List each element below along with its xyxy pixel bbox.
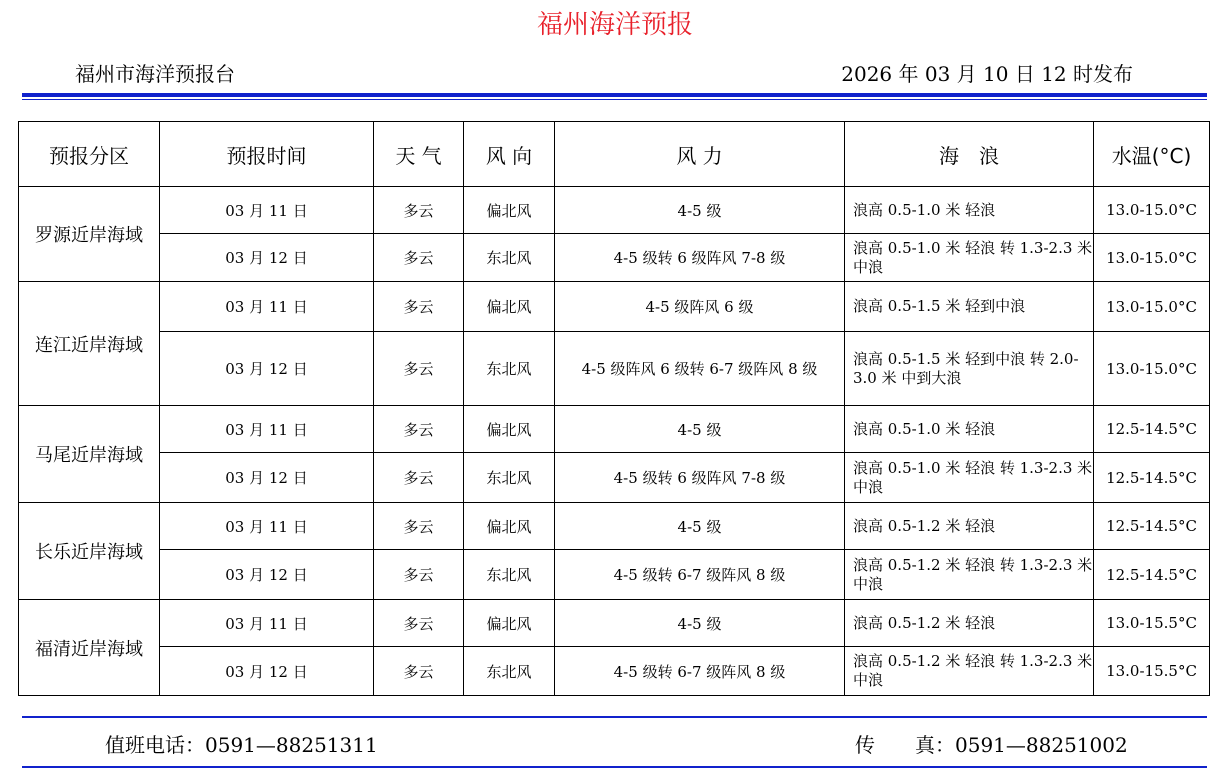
wind-direction: 偏北风 [464,187,555,234]
forecast-date: 03 月 12 日 [160,550,374,600]
water-temp: 13.0-15.0°C [1094,187,1210,234]
wave-info: 浪高 0.5-1.0 米 轻浪 转 1.3-2.3 米 中浪 [845,453,1094,503]
col-header-zone: 预报分区 [19,122,160,187]
weather: 多云 [374,647,464,696]
water-temp: 13.0-15.5°C [1094,600,1210,647]
table-header-row [19,122,1210,187]
weather: 多云 [374,187,464,234]
forecast-date: 03 月 11 日 [160,600,374,647]
forecast-date: 03 月 12 日 [160,332,374,406]
wind-direction: 偏北风 [464,406,555,453]
wind-direction: 东北风 [464,647,555,696]
table-row [19,600,1210,647]
weather: 多云 [374,332,464,406]
wind-direction: 东北风 [464,550,555,600]
wind-force: 4-5 级转 6-7 级阵风 8 级 [555,550,845,600]
weather: 多云 [374,234,464,282]
water-temp: 12.5-14.5°C [1094,406,1210,453]
wind-force: 4-5 级转 6 级阵风 7-8 级 [555,453,845,503]
agency-name: 福州市海洋预报台 [75,62,235,86]
col-header-waves: 海 浪 [845,122,1094,187]
water-temp: 12.5-14.5°C [1094,503,1210,550]
table-row [19,406,1210,453]
duty-phone: 值班电话：0591—88251311 [105,733,378,757]
table-row [19,187,1210,234]
forecast-date: 03 月 12 日 [160,453,374,503]
wind-direction: 东北风 [464,234,555,282]
wind-direction: 偏北风 [464,503,555,550]
footer-rule-bottom [22,766,1207,768]
weather: 多云 [374,282,464,332]
water-temp: 12.5-14.5°C [1094,550,1210,600]
wind-force: 4-5 级 [555,406,845,453]
wave-info: 浪高 0.5-1.0 米 轻浪 [845,406,1094,453]
wind-force: 4-5 级 [555,503,845,550]
fax-number: 传 真：0591—88251002 [855,733,1128,757]
wave-info: 浪高 0.5-1.2 米 轻浪 [845,503,1094,550]
water-temp: 13.0-15.0°C [1094,332,1210,406]
forecast-date: 03 月 11 日 [160,282,374,332]
forecast-date: 03 月 11 日 [160,503,374,550]
table-row [19,503,1210,550]
wind-force: 4-5 级 [555,600,845,647]
col-header-water-temp: 水温(°C) [1094,122,1210,187]
page-title: 福州海洋预报 [536,10,693,40]
wind-force: 4-5 级阵风 6 级 [555,282,845,332]
wave-info: 浪高 0.5-1.0 米 轻浪 转 1.3-2.3 米 中浪 [845,234,1094,282]
weather: 多云 [374,453,464,503]
table-row [19,647,1210,696]
table-row [19,453,1210,503]
wave-info: 浪高 0.5-1.5 米 轻到中浪 转 2.0-3.0 米 中到大浪 [845,332,1094,406]
table-row [19,550,1210,600]
wind-direction: 东北风 [464,332,555,406]
issue-time: 2026 年 03 月 10 日 12 时发布 [841,62,1133,86]
wind-force: 4-5 级阵风 6 级转 6-7 级阵风 8 级 [555,332,845,406]
water-temp: 12.5-14.5°C [1094,453,1210,503]
header-rule-thin [22,99,1207,100]
weather: 多云 [374,406,464,453]
forecast-date: 03 月 12 日 [160,234,374,282]
wave-info: 浪高 0.5-1.2 米 轻浪 转 1.3-2.3 米 中浪 [845,550,1094,600]
footer-rule-top [22,716,1207,718]
wind-force: 4-5 级转 6-7 级阵风 8 级 [555,647,845,696]
zone-name: 福清近岸海域 [19,600,160,696]
col-header-time: 预报时间 [160,122,374,187]
forecast-date: 03 月 12 日 [160,647,374,696]
col-header-wind-force: 风 力 [555,122,845,187]
wind-force: 4-5 级 [555,187,845,234]
zone-name: 长乐近岸海域 [19,503,160,600]
zone-name: 连江近岸海域 [19,282,160,406]
table-row [19,282,1210,332]
weather: 多云 [374,503,464,550]
wind-direction: 偏北风 [464,282,555,332]
zone-name: 罗源近岸海域 [19,187,160,282]
zone-name: 马尾近岸海域 [19,406,160,503]
wind-force: 4-5 级转 6 级阵风 7-8 级 [555,234,845,282]
water-temp: 13.0-15.5°C [1094,647,1210,696]
col-header-wind-direction: 风 向 [464,122,555,187]
water-temp: 13.0-15.0°C [1094,282,1210,332]
forecast-table [18,121,1210,696]
wind-direction: 偏北风 [464,600,555,647]
wind-direction: 东北风 [464,453,555,503]
wave-info: 浪高 0.5-1.2 米 轻浪 转 1.3-2.3 米 中浪 [845,647,1094,696]
wave-info: 浪高 0.5-1.0 米 轻浪 [845,187,1094,234]
water-temp: 13.0-15.0°C [1094,234,1210,282]
weather: 多云 [374,550,464,600]
forecast-date: 03 月 11 日 [160,187,374,234]
table-row [19,234,1210,282]
weather: 多云 [374,600,464,647]
forecast-date: 03 月 11 日 [160,406,374,453]
col-header-weather: 天 气 [374,122,464,187]
header-rule-thick [22,93,1207,97]
table-row [19,332,1210,406]
wave-info: 浪高 0.5-1.2 米 轻浪 [845,600,1094,647]
wave-info: 浪高 0.5-1.5 米 轻到中浪 [845,282,1094,332]
